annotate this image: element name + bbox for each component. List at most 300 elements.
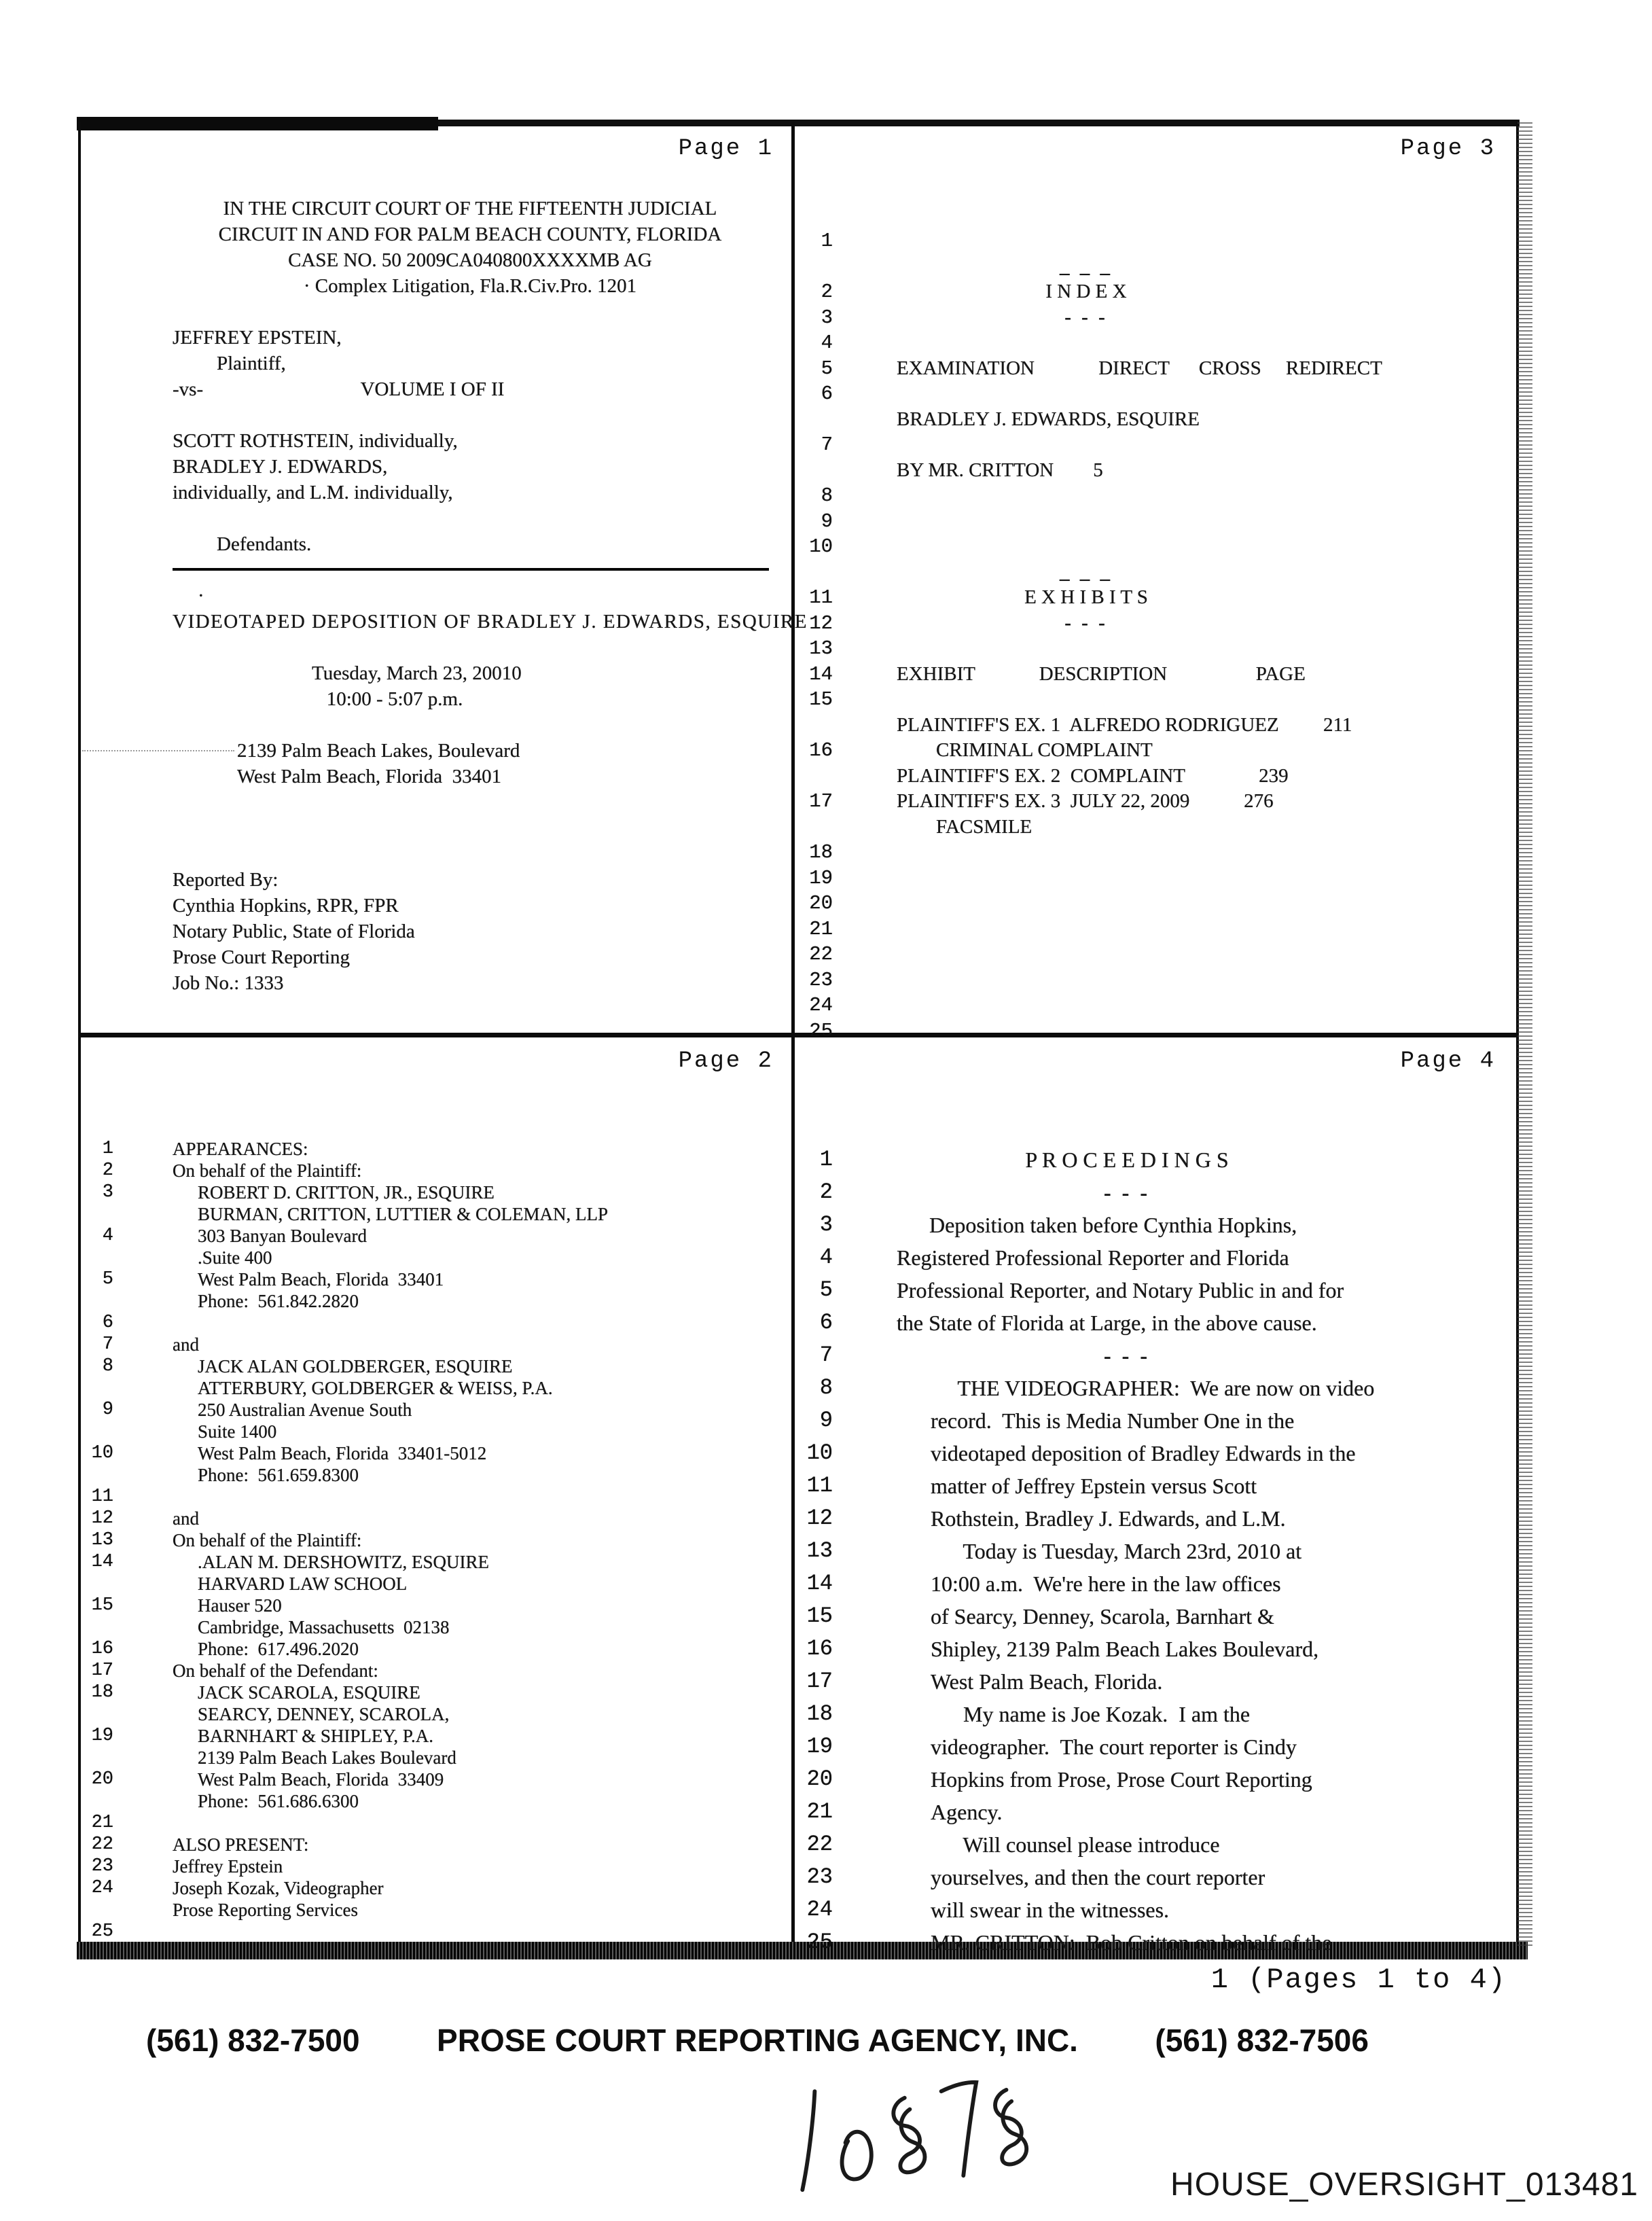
transcript-line [81,764,791,789]
transcript-line [81,273,791,299]
line-number: 6 [819,1310,833,1335]
line-number: 18 [806,1701,833,1726]
line-text: West Palm Beach, Florida 33401 [237,766,502,787]
line-text: .Suite 400 [198,1247,272,1268]
line-text: videographer. The court reporter is Cindy [931,1735,1297,1759]
transcript-line [81,867,791,893]
transcript-line [81,1290,791,1312]
transcript-line [81,789,791,815]
transcript-line [795,228,1513,254]
line-text: Defendants. [217,533,312,555]
line-number: 20 [806,1766,833,1792]
line-number: 1 [819,1147,833,1172]
line-text: On behalf of the Plaintiff: [173,1530,362,1550]
line-text: Notary Public, State of Florida [173,921,415,942]
transcript-line [795,1209,1513,1241]
line-number: 3 [102,1182,113,1203]
line-number: 22 [91,1834,113,1855]
transcript-line [795,967,1513,993]
line-number: 9 [819,1408,833,1433]
line-number: 9 [102,1400,113,1420]
case-caption-divider-line [81,557,791,583]
line-text: record. This is Media Number One in the [931,1408,1295,1433]
transcript-line [81,1464,791,1486]
line-text: 10:00 a.m. We're here in the law offices [931,1571,1281,1596]
line-number: 16 [809,739,833,762]
transcript-line [795,764,1513,789]
transcript-line [81,1573,791,1595]
line-number: 2 [102,1160,113,1181]
line-number: 12 [806,1506,833,1531]
agency-phone-right: (561) 832-7506 [1155,2023,1369,2058]
transcript-line [81,686,791,712]
line-text: - - - [1104,1343,1150,1368]
transcript-line [795,534,1513,560]
transcript-line [795,1502,1513,1535]
line-number: 23 [809,968,833,991]
line-text: Deposition taken before Cynthia Hopkins, [897,1213,1297,1237]
transcript-line [81,428,791,454]
line-text: 2139 Palm Beach Lakes, Boulevard [237,740,520,762]
line-number: 5 [102,1269,113,1290]
transcript-line [81,1225,791,1247]
line-text: FACSMILE [897,815,1032,838]
transcript-line [795,1861,1513,1894]
line-number: 4 [102,1226,113,1246]
line-text: VIDEOTAPED DEPOSITION OF BRADLEY J. EDWARDS, ESQUIRE [173,611,808,633]
transcript-line [81,738,791,764]
line-text: West Palm Beach, Florida 33401-5012 [198,1443,487,1463]
line-text: Prose Reporting Services [173,1900,358,1920]
agency-phone-left: (561) 832-7500 [146,2023,360,2058]
transcript-line [81,1442,791,1464]
line-text: BURMAN, CRITTON, LUTTIER & COLEMAN, LLP [198,1204,608,1224]
transcript-line [795,279,1513,305]
line-text: Phone: 561.842.2820 [198,1291,359,1311]
transcript-line [81,1703,791,1725]
line-text: - - - [1064,306,1108,328]
line-text: Reported By: [173,869,279,891]
line-text: APPEARANCES: [173,1139,308,1159]
line-number: 12 [91,1508,113,1529]
transcript-line [795,1470,1513,1502]
transcript-line [795,356,1513,382]
transcript-line [81,660,791,686]
transcript-line [795,254,1513,280]
transcript-line [81,1551,791,1573]
transcript-line [81,454,791,480]
horizontal-rule [173,568,769,571]
line-number: 18 [91,1682,113,1703]
line-text: ROBERT D. CRITTON, JR., ESQUIRE [198,1182,495,1203]
line-number: 7 [819,1343,833,1368]
transcript-line [795,1176,1513,1209]
line-number: 14 [806,1571,833,1596]
line-text: individually, and L.M. individually, [173,482,453,503]
line-text: Tuesday, March 23, 20010 [312,662,522,684]
line-text: On behalf of the Plaintiff: [173,1160,362,1181]
transcript-line [81,893,791,919]
line-number: 2 [819,1179,833,1205]
transcript-lines [795,228,1513,1044]
transcript-line [795,713,1513,739]
reporting-agency-footer [146,2022,1369,2059]
transcript-line [81,1160,791,1181]
line-text: and [173,1508,199,1529]
line-number: 21 [809,917,833,940]
line-number: 1 [102,1139,113,1159]
transcript-line [795,1600,1513,1633]
transcript-line [81,1486,791,1508]
transcript-line [81,1638,791,1660]
transcript-line [81,1660,791,1682]
transcript-line [81,531,791,557]
transcript-line [81,1181,791,1203]
transcript-line [81,1747,791,1769]
line-number: 16 [806,1636,833,1661]
line-text: yourselves, and then the court reporter [931,1865,1265,1889]
line-number: 22 [806,1832,833,1857]
transcript-line [81,1616,791,1638]
line-text: Today is Tuesday, March 23rd, 2010 at [931,1539,1302,1563]
line-text: Jeffrey Epstein [173,1856,283,1877]
transcript-line [81,402,791,428]
line-number: 14 [91,1552,113,1572]
line-text: ALSO PRESENT: [173,1834,309,1855]
transcript-line [795,1241,1513,1274]
line-text: West Palm Beach, Florida 33401 [198,1269,444,1290]
line-text: BRADLEY J. EDWARDS, [173,456,388,478]
transcript-line [795,1796,1513,1828]
line-number: 4 [821,332,833,354]
transcript-line [795,891,1513,917]
line-number: 20 [91,1769,113,1790]
line-number: 18 [809,841,833,864]
line-text: · Complex Litigation, Fla.R.Civ.Pro. 1201 [303,275,637,297]
page-number-label: Page 4 [1400,1048,1496,1074]
transcript-line [81,1595,791,1616]
transcript-line [795,1339,1513,1372]
line-text: Joseph Kozak, Videographer [173,1878,384,1898]
transcript-line [795,1698,1513,1730]
transcript-lines [81,1138,791,1942]
line-number: 11 [809,586,833,609]
line-text: _ _ _ [1060,255,1113,277]
transcript-line [795,407,1513,433]
transcript-line [81,1377,791,1399]
transcript-line [795,789,1513,815]
handwritten-number-10878 [768,2057,1032,2203]
transcript-line [81,505,791,531]
line-text: Will counsel please introduce [931,1832,1220,1857]
transcript-line [795,381,1513,407]
sheet-page-range: 1 (Pages 1 to 4) [1210,1964,1507,1996]
line-text: BRADLEY J. EDWARDS, ESQUIRE [897,408,1200,430]
line-text: P R O C E E D I N G S [1025,1148,1229,1172]
line-text: JACK SCAROLA, ESQUIRE [198,1682,420,1703]
transcript-line [81,1725,791,1747]
transcript-line [81,1312,791,1334]
line-number: 6 [102,1313,113,1333]
transcript-line [81,1834,791,1855]
transcript-line [81,583,791,609]
transcript-line [795,1894,1513,1926]
line-text: IN THE CIRCUIT COURT OF THE FIFTEENTH JUDICIAL [223,198,717,219]
transcript-line [795,662,1513,688]
line-text: the State of Florida at Large, in the above cause. [897,1311,1317,1335]
transcript-line [81,944,791,970]
transcript-line [795,611,1513,637]
line-text: West Palm Beach, Florida 33409 [198,1769,444,1790]
transcript-line [795,993,1513,1018]
line-number: 15 [809,688,833,711]
transcript-line [81,221,791,247]
line-number: 9 [821,510,833,533]
transcript-line [81,1399,791,1421]
transcript-line [795,1633,1513,1665]
transcript-line [795,432,1513,458]
page-number-label: Page 2 [678,1048,774,1074]
transcript-line [81,1899,791,1921]
line-number: 21 [91,1813,113,1833]
line-number: 20 [809,892,833,914]
transcript-line [81,841,791,867]
line-number: 11 [91,1487,113,1507]
line-number: 23 [806,1864,833,1889]
line-text: HARVARD LAW SCHOOL [198,1574,408,1594]
line-number: 17 [806,1669,833,1694]
line-text: _ _ _ [1060,561,1113,583]
line-text: Hopkins from Prose, Prose Court Reporting [931,1767,1312,1792]
line-text: Phone: 561.659.8300 [198,1465,359,1485]
line-number: 13 [91,1530,113,1550]
line-text: of Searcy, Denney, Scarola, Barnhart & [931,1604,1274,1629]
transcript-line [81,1355,791,1377]
line-text: Plaintiff, [217,353,286,374]
line-text: Rothstein, Bradley J. Edwards, and L.M. [931,1506,1286,1531]
line-text: PLAINTIFF'S EX. 2 COMPLAINT 239 [897,764,1289,787]
line-text: -vs- VOLUME I OF II [173,378,505,400]
line-number: 24 [809,994,833,1016]
line-number: 5 [819,1277,833,1302]
line-number: 19 [91,1726,113,1746]
line-text: and [173,1334,199,1355]
transcript-line [81,376,791,402]
transcript-line [795,942,1513,967]
transcript-line [795,1307,1513,1339]
line-text: Job No.: 1333 [173,972,284,994]
transcript-line [81,1682,791,1703]
transcript-line [81,712,791,738]
line-text: PLAINTIFF'S EX. 3 JULY 22, 2009 276 [897,790,1274,812]
transcript-line [795,866,1513,891]
transcript-line [81,1334,791,1355]
line-number: 7 [821,433,833,456]
transcript-line [795,687,1513,713]
line-number: 14 [809,662,833,686]
line-number: 8 [821,484,833,507]
transcript-line [795,1828,1513,1861]
line-text: Phone: 617.496.2020 [198,1639,359,1659]
transcript-line [81,609,808,635]
transcript-line [81,1769,791,1790]
transcript-line [795,1926,1513,1959]
line-number: 17 [809,790,833,813]
bates-number: HOUSE_OVERSIGHT_013481 [1170,2167,1638,2203]
transcript-line [81,1203,791,1225]
transcript-lines [795,1143,1513,1959]
line-number: 13 [809,637,833,660]
transcript-line [795,1730,1513,1763]
line-text: Registered Professional Reporter and Florida [897,1245,1289,1270]
line-number: 6 [821,383,833,405]
line-text: PLAINTIFF'S EX. 1 ALFREDO RODRIGUEZ 211 [897,713,1352,736]
line-number: 16 [91,1639,113,1659]
transcript-line [795,1372,1513,1404]
transcript-line [795,1437,1513,1470]
line-text: .ALAN M. DERSHOWITZ, ESQUIRE [198,1552,489,1572]
line-number: 4 [819,1245,833,1270]
line-number: 8 [819,1375,833,1400]
line-text: ATTERBURY, GOLDBERGER & WEISS, P.A. [198,1378,553,1398]
transcript-line [795,1143,1513,1176]
transcript-page-1 [81,125,808,1033]
transcript-line [795,305,1513,331]
line-text: West Palm Beach, Florida. [931,1669,1163,1694]
line-number: 25 [91,1921,113,1942]
line-text: Professional Reporter, and Notary Public in and for [897,1278,1344,1302]
line-text: Agency. [931,1800,1003,1824]
line-text: CASE NO. 50 2009CA040800XXXXMB AG [288,249,652,271]
line-number: 2 [821,281,833,303]
line-number: 25 [806,1930,833,1955]
transcript-line [81,815,791,841]
line-text: Cynthia Hopkins, RPR, FPR [173,895,399,917]
line-number: 22 [809,943,833,965]
line-number: 25 [809,1019,833,1042]
line-text: CRIMINAL COMPLAINT [897,739,1153,761]
line-text: On behalf of the Defendant: [173,1660,378,1681]
transcript-line [81,299,791,325]
transcript-page-3 [795,125,1513,1042]
transcript-line [795,509,1513,535]
transcript-line [81,1855,791,1877]
line-text: EXHIBIT DESCRIPTION PAGE [897,662,1306,685]
line-text: Hauser 520 [198,1595,282,1616]
transcript-line [795,1763,1513,1796]
transcript-line [795,840,1513,866]
line-text: Suite 1400 [198,1421,277,1442]
line-number: 11 [806,1473,833,1498]
line-number: 1 [821,230,833,252]
scan-noise-strip [1518,122,1532,1946]
transcript-line [81,325,791,351]
line-number: 24 [91,1878,113,1898]
transcript-line [795,458,1513,484]
transcript-line [81,351,791,376]
transcript-line [795,330,1513,356]
line-text: Prose Court Reporting [173,946,350,968]
line-number: 8 [102,1356,113,1376]
line-text: JACK ALAN GOLDBERGER, ESQUIRE [198,1356,513,1376]
transcript-line [81,970,791,996]
line-number: 10 [806,1440,833,1465]
transcript-line [795,1274,1513,1307]
agency-name: PROSE COURT REPORTING AGENCY, INC. [437,2023,1078,2058]
line-text: E X H I B I T S [1024,586,1148,608]
line-number: 10 [91,1443,113,1463]
line-number: 24 [806,1897,833,1922]
line-number: 21 [806,1799,833,1824]
line-number: 12 [809,611,833,635]
transcript-line [795,1404,1513,1437]
transcript-line [81,1877,791,1899]
transcript-line [795,1567,1513,1600]
line-text: THE VIDEOGRAPHER: We are now on video [931,1376,1375,1400]
line-number: 23 [91,1856,113,1877]
page-number-label: Page 1 [678,136,774,162]
transcript-line [795,585,1513,611]
line-number: 10 [809,535,833,558]
transcript-line [81,1508,791,1529]
transcript-line [795,917,1513,942]
line-number: 19 [806,1734,833,1759]
line-text: MR. CRITTON: Bob Critton on behalf of the [931,1930,1332,1955]
transcript-page-4 [795,1037,1513,1955]
line-number: 15 [806,1603,833,1629]
transcript-line [795,815,1513,840]
line-text: videotaped deposition of Bradley Edwards in the [931,1441,1356,1465]
transcript-page-2 [81,1037,791,1942]
line-text: will swear in the witnesses. [931,1898,1170,1922]
line-number: 3 [821,306,833,329]
line-number: 3 [819,1212,833,1237]
transcript-line [81,1790,791,1812]
line-text: BY MR. CRITTON 5 [897,459,1103,481]
transcript-line [81,1247,791,1268]
line-text: matter of Jeffrey Epstein versus Scott [931,1474,1257,1498]
line-text: My name is Joe Kozak. I am the [931,1702,1251,1726]
transcript-line [795,738,1513,764]
transcript-line [795,636,1513,662]
transcript-line [795,1535,1513,1567]
line-text: EXAMINATION DIRECT CROSS REDIRECT [897,357,1382,379]
transcript-line [81,196,791,221]
line-number: 7 [102,1334,113,1355]
line-text: CIRCUIT IN AND FOR PALM BEACH COUNTY, FLORIDA [218,224,722,245]
transcript-line [81,919,791,944]
page-number-label: Page 3 [1400,136,1496,162]
line-text: JEFFREY EPSTEIN, [173,327,342,349]
line-text: Cambridge, Massachusetts 02138 [198,1617,450,1637]
line-text: 10:00 - 5:07 p.m. [312,688,463,710]
line-text: 250 Australian Avenue South [198,1400,412,1420]
transcript-line [81,635,791,660]
line-text: 2139 Palm Beach Lakes Boulevard [198,1747,456,1768]
transcript-line [795,560,1513,586]
line-text: - - - [1064,611,1108,634]
transcript-line [81,480,791,505]
line-text: SEARCY, DENNEY, SCAROLA, [198,1704,450,1724]
transcript-line [81,1138,791,1160]
transcript-line [81,1421,791,1442]
transcript-line [81,1268,791,1290]
line-text: BARNHART & SHIPLEY, P.A. [198,1726,433,1746]
transcript-line [81,1812,791,1834]
line-number: 13 [806,1538,833,1563]
line-text: I N D E X [1045,281,1127,302]
transcript-line [81,1529,791,1551]
